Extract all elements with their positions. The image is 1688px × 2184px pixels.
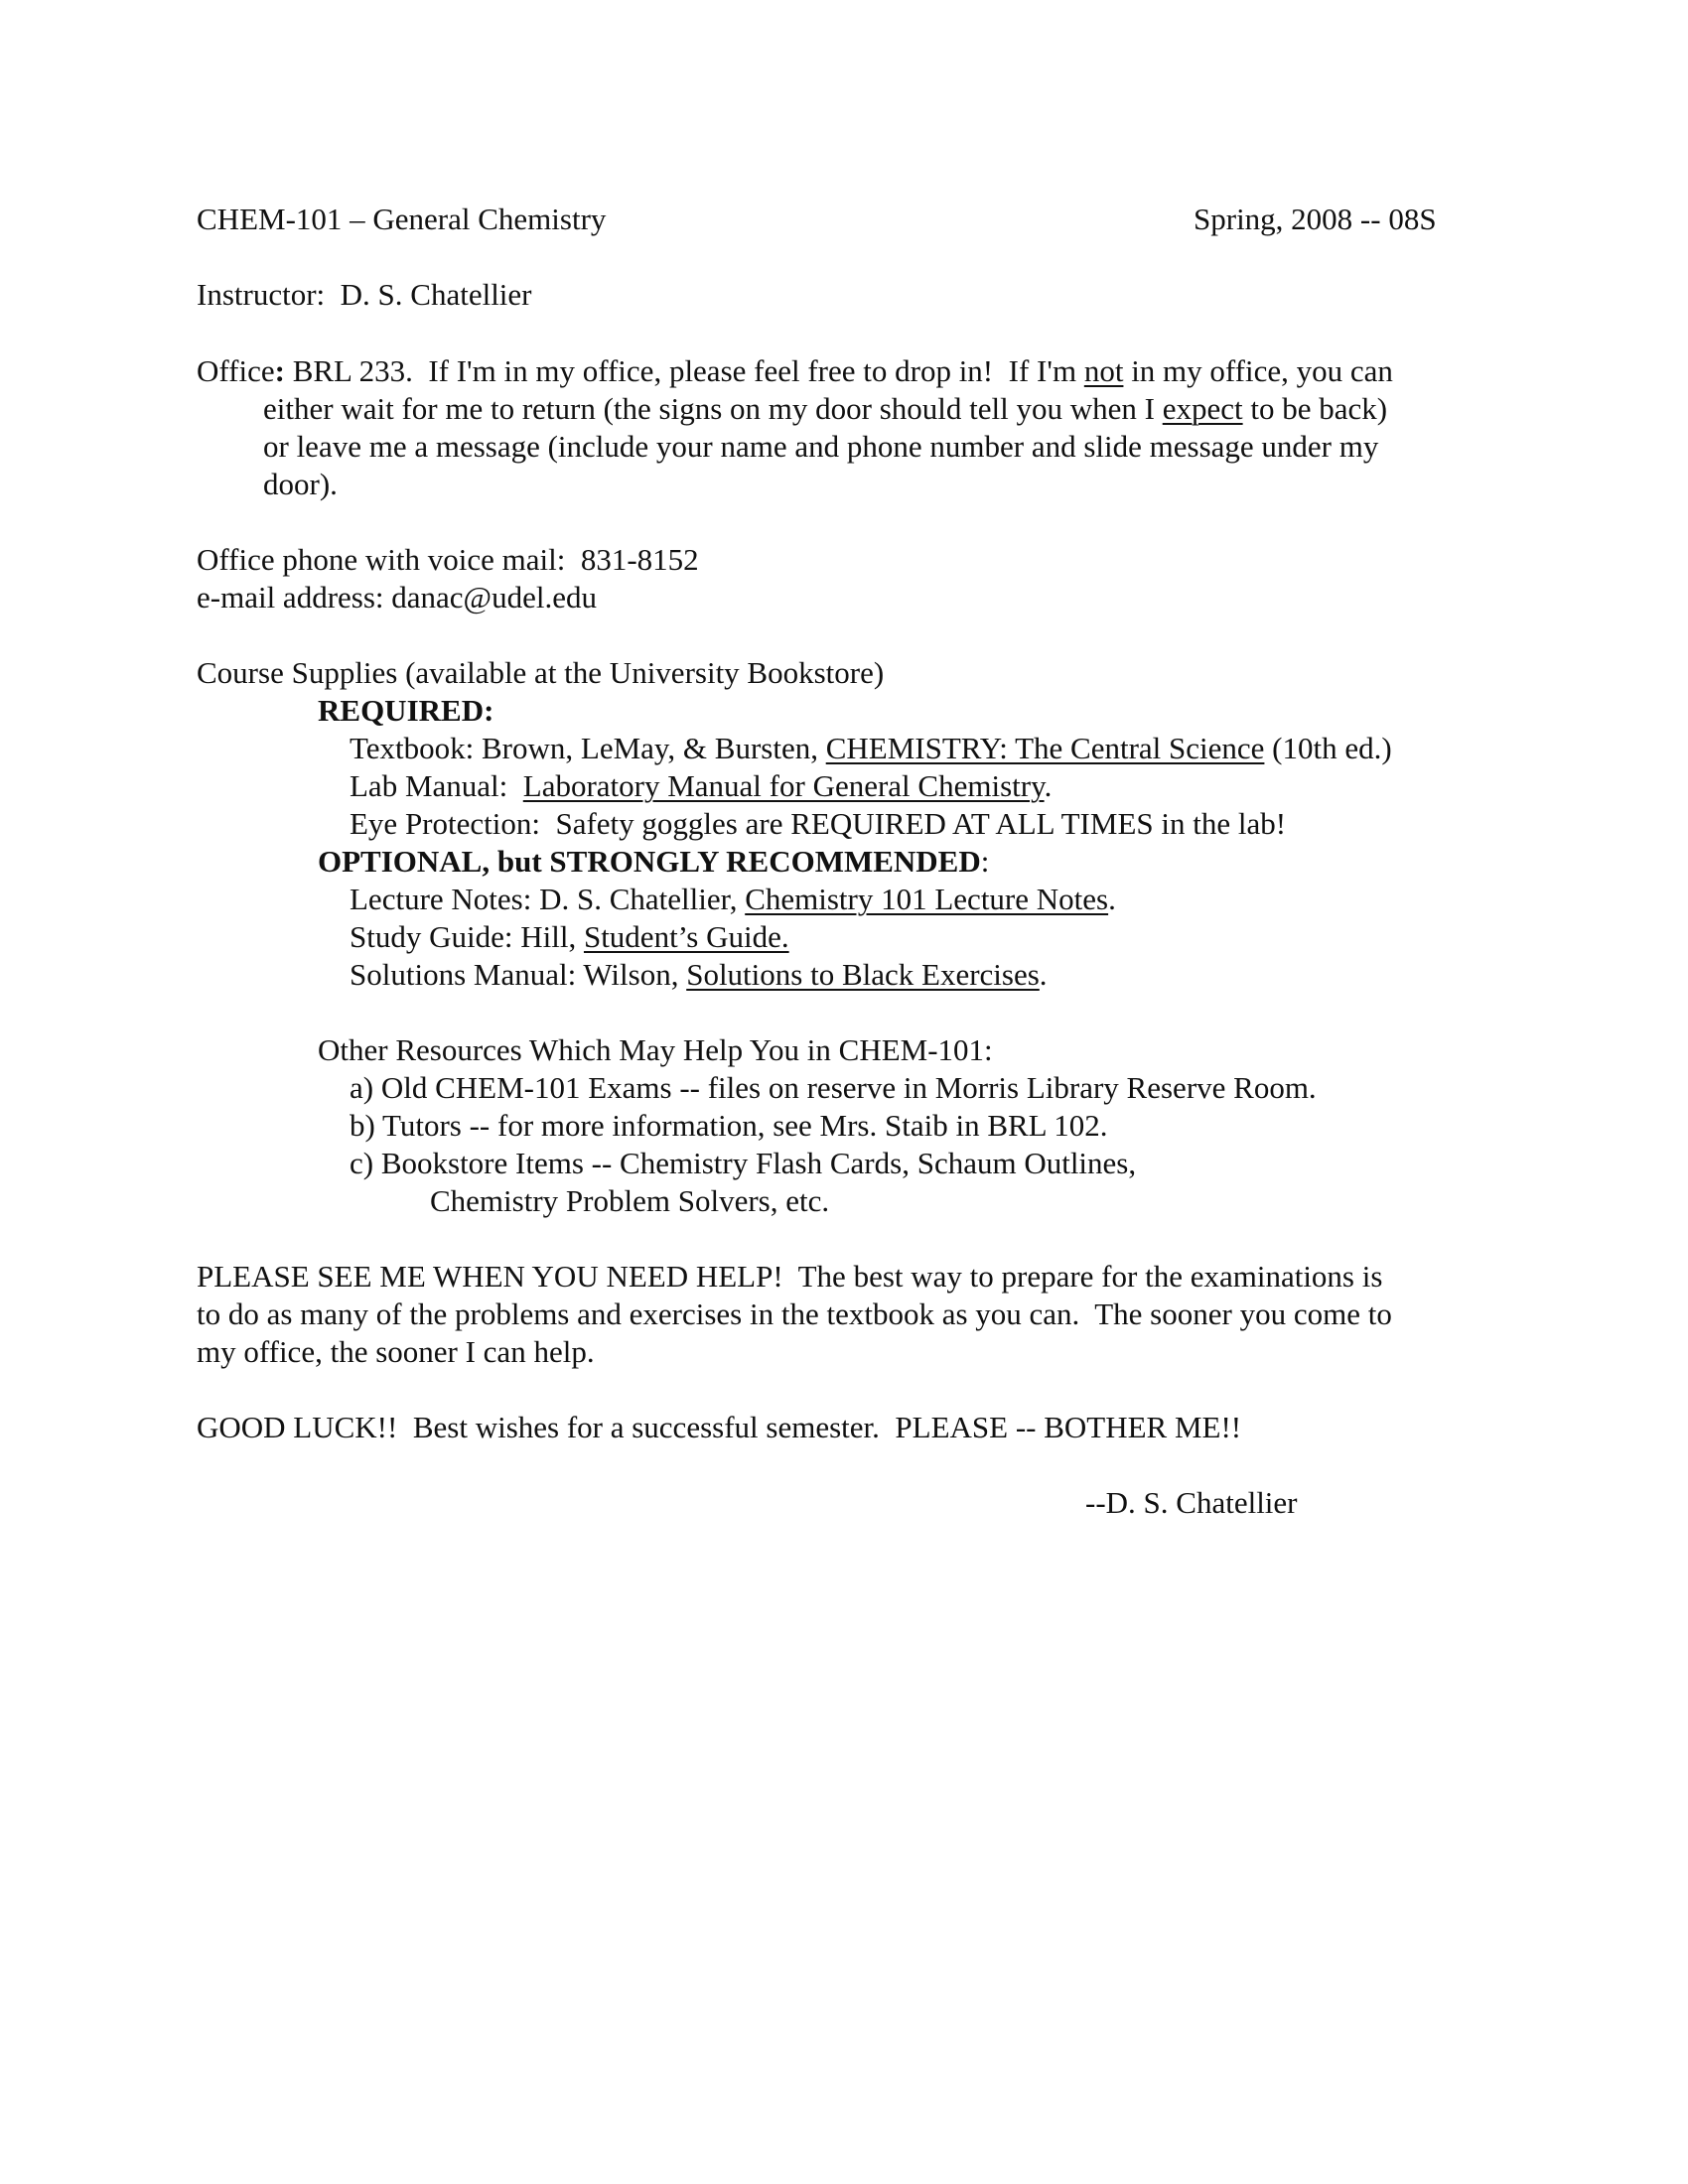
lab-suffix: . bbox=[1044, 768, 1053, 803]
office-not-emphasis: not bbox=[1083, 353, 1124, 388]
eye-protection-line: Eye Protection: Safety goggles are REQUIRED AT ALL TIMES in the lab! bbox=[350, 806, 1287, 841]
textbook-line bbox=[350, 733, 1392, 763]
office-label: Office bbox=[197, 353, 275, 388]
lab-manual-title: Laboratory Manual for General Chemistry bbox=[522, 768, 1045, 803]
instructor-line bbox=[197, 279, 532, 310]
lab-manual-line bbox=[350, 770, 1052, 801]
solutions-suffix: . bbox=[1039, 957, 1048, 992]
office-expect-emphasis: expect bbox=[1162, 391, 1243, 426]
office-line-3: or leave me a message (include your name and phone number and slide message under my bbox=[263, 429, 1379, 464]
optional-heading: OPTIONAL, but STRONGLY RECOMMENDED bbox=[318, 844, 981, 879]
office-text-1a: BRL 233. If I'm in my office, please feel free to drop in! If I'm bbox=[284, 353, 1084, 388]
resource-item-c: c) Bookstore Items -- Chemistry Flash Cards, Schaum Outlines, bbox=[350, 1146, 1137, 1180]
solutions-manual-title: Solutions to Black Exercises bbox=[686, 957, 1040, 992]
resource-item-a: a) Old CHEM-101 Exams -- files on reserve in Morris Library Reserve Room. bbox=[350, 1070, 1317, 1105]
study-guide-title: Student’s Guide. bbox=[583, 919, 789, 954]
help-line-2: to do as many of the problems and exercises in the textbook as you can. The sooner you come to bbox=[197, 1297, 1392, 1331]
signature: --D. S. Chatellier bbox=[1085, 1485, 1298, 1520]
resources-heading: Other Resources Which May Help You in CHEM-101: bbox=[318, 1032, 993, 1067]
textbook-prefix: Textbook: Brown, LeMay, & Bursten, bbox=[350, 731, 826, 765]
help-line-3: my office, the sooner I can help. bbox=[197, 1334, 595, 1369]
email-address: e-mail address: danac@udel.edu bbox=[197, 580, 597, 614]
office-colon: : bbox=[274, 353, 285, 388]
textbook-edition: (10th ed.) bbox=[1264, 731, 1392, 765]
office-line-1 bbox=[197, 355, 1393, 386]
closing-line: GOOD LUCK!! Best wishes for a successful semester. PLEASE -- BOTHER ME!! bbox=[197, 1410, 1242, 1444]
study-guide-line bbox=[350, 921, 789, 952]
instructor-name: D. S. Chatellier bbox=[340, 277, 532, 312]
solutions-manual-line bbox=[350, 959, 1048, 990]
office-text-2b: to be back) bbox=[1242, 391, 1388, 426]
office-line-4: door). bbox=[263, 467, 338, 501]
lecture-notes-title: Chemistry 101 Lecture Notes bbox=[745, 882, 1109, 916]
textbook-title: CHEMISTRY: The Central Science bbox=[825, 731, 1265, 765]
course-title: CHEM-101 – General Chemistry bbox=[197, 202, 607, 236]
office-text-1b: in my office, you can bbox=[1123, 353, 1393, 388]
solutions-prefix: Solutions Manual: Wilson, bbox=[350, 957, 687, 992]
office-line-2 bbox=[263, 393, 1387, 424]
required-heading: REQUIRED: bbox=[318, 693, 494, 728]
optional-heading-line bbox=[318, 846, 989, 877]
supplies-heading: Course Supplies (available at the University Bookstore) bbox=[197, 655, 885, 690]
lab-prefix: Lab Manual: bbox=[350, 768, 523, 803]
resource-item-c-continued: Chemistry Problem Solvers, etc. bbox=[430, 1183, 830, 1218]
optional-colon: : bbox=[980, 844, 990, 879]
notes-suffix: . bbox=[1108, 882, 1116, 916]
office-text-2a: either wait for me to return (the signs on my door should tell you when I bbox=[263, 391, 1163, 426]
term-label: Spring, 2008 -- 08S bbox=[1194, 202, 1437, 236]
help-line-1: PLEASE SEE ME WHEN YOU NEED HELP! The best way to prepare for the examinations is bbox=[197, 1259, 1383, 1294]
resource-item-b: b) Tutors -- for more information, see Mrs. Staib in BRL 102. bbox=[350, 1108, 1108, 1143]
notes-prefix: Lecture Notes: D. S. Chatellier, bbox=[350, 882, 746, 916]
instructor-label: Instructor: bbox=[197, 277, 326, 312]
lecture-notes-line bbox=[350, 884, 1116, 914]
office-phone: Office phone with voice mail: 831-8152 bbox=[197, 542, 699, 577]
guide-prefix: Study Guide: Hill, bbox=[350, 919, 584, 954]
